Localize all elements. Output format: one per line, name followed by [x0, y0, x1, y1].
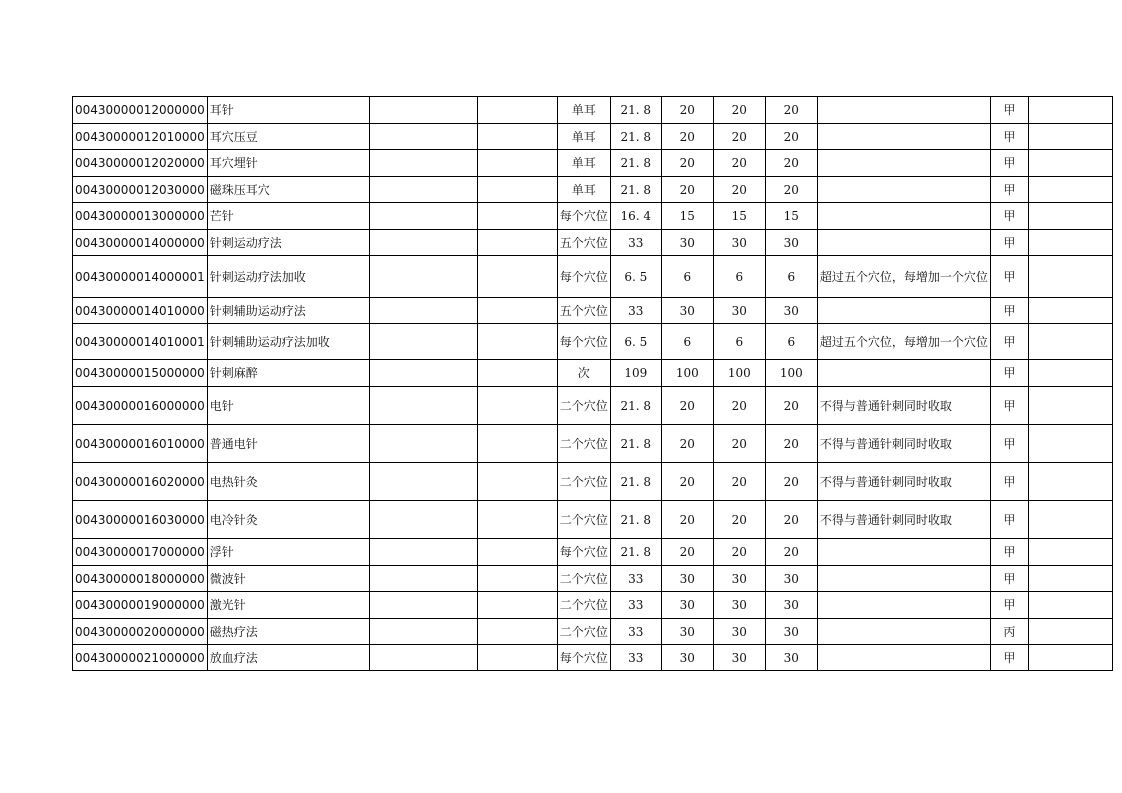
price-3: 30	[713, 298, 765, 324]
item-note	[817, 592, 990, 619]
table-row	[73, 645, 1113, 671]
empty-cell	[477, 501, 557, 539]
empty-cell	[369, 539, 477, 566]
item-note	[817, 360, 990, 387]
price-table	[72, 96, 1113, 671]
empty-cell	[369, 463, 477, 501]
empty-cell	[477, 566, 557, 592]
item-category: 甲	[990, 97, 1028, 124]
item-name: 磁珠压耳穴	[207, 177, 369, 203]
empty-cell	[1028, 387, 1112, 425]
price-4: 20	[765, 97, 817, 124]
price-4: 20	[765, 387, 817, 425]
price-3: 6	[713, 256, 765, 298]
item-code: 00430000014000000	[73, 230, 208, 256]
price-3: 20	[713, 387, 765, 425]
item-unit: 每个穴位	[557, 256, 610, 298]
empty-cell	[369, 501, 477, 539]
item-unit: 单耳	[557, 177, 610, 203]
price-1: 33	[610, 645, 661, 671]
price-2: 20	[661, 539, 713, 566]
empty-cell	[477, 298, 557, 324]
table-row	[73, 230, 1113, 256]
item-name: 针刺辅助运动疗法	[207, 298, 369, 324]
price-3: 20	[713, 177, 765, 203]
item-name: 磁热疗法	[207, 619, 369, 645]
empty-cell	[477, 203, 557, 230]
item-category: 甲	[990, 463, 1028, 501]
price-1: 109	[610, 360, 661, 387]
item-note	[817, 619, 990, 645]
empty-cell	[1028, 501, 1112, 539]
item-name: 电热针灸	[207, 463, 369, 501]
price-4: 20	[765, 425, 817, 463]
price-1: 6. 5	[610, 256, 661, 298]
price-2: 30	[661, 566, 713, 592]
empty-cell	[369, 619, 477, 645]
table-row	[73, 177, 1113, 203]
empty-cell	[1028, 324, 1112, 360]
empty-cell	[369, 203, 477, 230]
item-note: 超过五个穴位，每增加一个穴位	[817, 256, 990, 298]
item-category: 甲	[990, 592, 1028, 619]
item-note	[817, 298, 990, 324]
empty-cell	[1028, 592, 1112, 619]
price-4: 20	[765, 539, 817, 566]
price-2: 20	[661, 124, 713, 150]
table-row	[73, 592, 1113, 619]
empty-cell	[369, 387, 477, 425]
item-name: 耳针	[207, 97, 369, 124]
table-row	[73, 360, 1113, 387]
price-2: 20	[661, 97, 713, 124]
item-note	[817, 203, 990, 230]
table-body	[73, 97, 1113, 671]
item-note	[817, 230, 990, 256]
empty-cell	[369, 592, 477, 619]
item-note	[817, 645, 990, 671]
price-2: 30	[661, 298, 713, 324]
item-name: 针刺运动疗法	[207, 230, 369, 256]
item-code: 00430000020000000	[73, 619, 208, 645]
table-row	[73, 298, 1113, 324]
price-4: 30	[765, 619, 817, 645]
price-1: 21. 8	[610, 425, 661, 463]
price-4: 20	[765, 124, 817, 150]
price-2: 100	[661, 360, 713, 387]
item-note: 不得与普通针刺同时收取	[817, 501, 990, 539]
price-1: 16. 4	[610, 203, 661, 230]
item-unit: 次	[557, 360, 610, 387]
item-unit: 二个穴位	[557, 463, 610, 501]
item-category: 甲	[990, 425, 1028, 463]
empty-cell	[1028, 463, 1112, 501]
price-3: 20	[713, 97, 765, 124]
price-4: 6	[765, 256, 817, 298]
item-note: 不得与普通针刺同时收取	[817, 463, 990, 501]
item-unit: 每个穴位	[557, 539, 610, 566]
item-name: 微波针	[207, 566, 369, 592]
item-name: 放血疗法	[207, 645, 369, 671]
item-unit: 单耳	[557, 124, 610, 150]
price-1: 21. 8	[610, 177, 661, 203]
empty-cell	[477, 539, 557, 566]
item-category: 甲	[990, 150, 1028, 177]
empty-cell	[1028, 360, 1112, 387]
empty-cell	[369, 124, 477, 150]
item-category: 甲	[990, 539, 1028, 566]
empty-cell	[477, 592, 557, 619]
item-name: 激光针	[207, 592, 369, 619]
item-code: 00430000021000000	[73, 645, 208, 671]
item-name: 针刺辅助运动疗法加收	[207, 324, 369, 360]
price-4: 20	[765, 177, 817, 203]
item-code: 00430000012030000	[73, 177, 208, 203]
item-note	[817, 539, 990, 566]
item-category: 甲	[990, 501, 1028, 539]
price-4: 30	[765, 645, 817, 671]
empty-cell	[477, 324, 557, 360]
item-name: 耳穴埋针	[207, 150, 369, 177]
item-name: 电针	[207, 387, 369, 425]
item-note	[817, 177, 990, 203]
empty-cell	[1028, 425, 1112, 463]
item-category: 甲	[990, 177, 1028, 203]
item-unit: 二个穴位	[557, 592, 610, 619]
price-1: 33	[610, 230, 661, 256]
item-unit: 二个穴位	[557, 425, 610, 463]
empty-cell	[477, 360, 557, 387]
item-name: 芒针	[207, 203, 369, 230]
empty-cell	[1028, 645, 1112, 671]
item-category: 甲	[990, 566, 1028, 592]
price-3: 30	[713, 592, 765, 619]
table-row	[73, 539, 1113, 566]
price-1: 33	[610, 619, 661, 645]
price-3: 30	[713, 619, 765, 645]
table-row	[73, 150, 1113, 177]
table-row	[73, 566, 1113, 592]
price-1: 21. 8	[610, 124, 661, 150]
item-category: 甲	[990, 324, 1028, 360]
empty-cell	[369, 97, 477, 124]
price-3: 20	[713, 539, 765, 566]
table-row	[73, 387, 1113, 425]
item-unit: 每个穴位	[557, 324, 610, 360]
price-2: 20	[661, 387, 713, 425]
item-unit: 二个穴位	[557, 619, 610, 645]
table-row	[73, 463, 1113, 501]
item-unit: 二个穴位	[557, 387, 610, 425]
item-code: 00430000013000000	[73, 203, 208, 230]
item-note: 不得与普通针刺同时收取	[817, 387, 990, 425]
item-note: 超过五个穴位，每增加一个穴位	[817, 324, 990, 360]
item-unit: 二个穴位	[557, 501, 610, 539]
item-code: 00430000014000001	[73, 256, 208, 298]
price-2: 20	[661, 425, 713, 463]
item-code: 00430000012010000	[73, 124, 208, 150]
price-3: 20	[713, 463, 765, 501]
item-code: 00430000012020000	[73, 150, 208, 177]
empty-cell	[369, 425, 477, 463]
empty-cell	[1028, 177, 1112, 203]
price-1: 33	[610, 592, 661, 619]
empty-cell	[369, 150, 477, 177]
price-3: 30	[713, 566, 765, 592]
price-1: 21. 8	[610, 501, 661, 539]
price-2: 30	[661, 592, 713, 619]
item-code: 00430000015000000	[73, 360, 208, 387]
item-unit: 二个穴位	[557, 566, 610, 592]
price-3: 20	[713, 124, 765, 150]
item-code: 00430000016030000	[73, 501, 208, 539]
price-2: 15	[661, 203, 713, 230]
empty-cell	[369, 645, 477, 671]
item-code: 00430000014010001	[73, 324, 208, 360]
price-4: 20	[765, 150, 817, 177]
empty-cell	[477, 645, 557, 671]
item-name: 普通电针	[207, 425, 369, 463]
table-row	[73, 97, 1113, 124]
item-code: 00430000016000000	[73, 387, 208, 425]
empty-cell	[477, 124, 557, 150]
price-2: 20	[661, 501, 713, 539]
price-2: 20	[661, 463, 713, 501]
empty-cell	[1028, 298, 1112, 324]
empty-cell	[1028, 124, 1112, 150]
empty-cell	[369, 256, 477, 298]
price-1: 33	[610, 566, 661, 592]
empty-cell	[369, 298, 477, 324]
price-4: 30	[765, 230, 817, 256]
item-code: 00430000012000000	[73, 97, 208, 124]
item-note	[817, 124, 990, 150]
table-row	[73, 256, 1113, 298]
empty-cell	[477, 97, 557, 124]
empty-cell	[477, 463, 557, 501]
item-category: 丙	[990, 619, 1028, 645]
empty-cell	[477, 230, 557, 256]
empty-cell	[477, 150, 557, 177]
item-code: 00430000017000000	[73, 539, 208, 566]
item-name: 针刺麻醉	[207, 360, 369, 387]
price-3: 20	[713, 425, 765, 463]
item-category: 甲	[990, 203, 1028, 230]
empty-cell	[477, 177, 557, 203]
item-category: 甲	[990, 256, 1028, 298]
table-row	[73, 203, 1113, 230]
item-name: 浮针	[207, 539, 369, 566]
price-3: 100	[713, 360, 765, 387]
item-code: 00430000016020000	[73, 463, 208, 501]
item-unit: 每个穴位	[557, 203, 610, 230]
price-3: 30	[713, 230, 765, 256]
empty-cell	[477, 256, 557, 298]
item-unit: 每个穴位	[557, 645, 610, 671]
item-category: 甲	[990, 298, 1028, 324]
price-2: 6	[661, 256, 713, 298]
item-code: 00430000018000000	[73, 566, 208, 592]
empty-cell	[477, 619, 557, 645]
empty-cell	[1028, 230, 1112, 256]
table-row	[73, 501, 1113, 539]
item-note	[817, 150, 990, 177]
empty-cell	[1028, 203, 1112, 230]
item-unit: 五个穴位	[557, 230, 610, 256]
item-code: 00430000016010000	[73, 425, 208, 463]
price-4: 30	[765, 566, 817, 592]
item-note	[817, 97, 990, 124]
price-2: 30	[661, 230, 713, 256]
price-1: 21. 8	[610, 150, 661, 177]
item-category: 甲	[990, 124, 1028, 150]
item-category: 甲	[990, 360, 1028, 387]
price-2: 6	[661, 324, 713, 360]
price-1: 21. 8	[610, 97, 661, 124]
price-3: 20	[713, 150, 765, 177]
price-3: 20	[713, 501, 765, 539]
price-4: 15	[765, 203, 817, 230]
item-category: 甲	[990, 387, 1028, 425]
price-2: 20	[661, 150, 713, 177]
price-4: 6	[765, 324, 817, 360]
empty-cell	[1028, 619, 1112, 645]
item-note	[817, 566, 990, 592]
price-1: 6. 5	[610, 324, 661, 360]
empty-cell	[1028, 97, 1112, 124]
item-code: 00430000019000000	[73, 592, 208, 619]
item-name: 电冷针灸	[207, 501, 369, 539]
item-name: 针刺运动疗法加收	[207, 256, 369, 298]
price-1: 21. 8	[610, 463, 661, 501]
item-note: 不得与普通针刺同时收取	[817, 425, 990, 463]
price-4: 30	[765, 592, 817, 619]
item-unit: 单耳	[557, 150, 610, 177]
empty-cell	[1028, 566, 1112, 592]
empty-cell	[369, 566, 477, 592]
price-2: 20	[661, 177, 713, 203]
empty-cell	[1028, 256, 1112, 298]
empty-cell	[369, 177, 477, 203]
table-row	[73, 619, 1113, 645]
empty-cell	[369, 360, 477, 387]
price-3: 30	[713, 645, 765, 671]
item-unit: 五个穴位	[557, 298, 610, 324]
empty-cell	[1028, 539, 1112, 566]
price-4: 100	[765, 360, 817, 387]
table-row	[73, 425, 1113, 463]
price-4: 20	[765, 501, 817, 539]
price-4: 20	[765, 463, 817, 501]
table-row	[73, 124, 1113, 150]
item-name: 耳穴压豆	[207, 124, 369, 150]
empty-cell	[369, 230, 477, 256]
price-3: 6	[713, 324, 765, 360]
price-1: 21. 8	[610, 387, 661, 425]
empty-cell	[1028, 150, 1112, 177]
item-category: 甲	[990, 645, 1028, 671]
price-1: 21. 8	[610, 539, 661, 566]
price-1: 33	[610, 298, 661, 324]
empty-cell	[477, 425, 557, 463]
empty-cell	[477, 387, 557, 425]
price-3: 15	[713, 203, 765, 230]
price-2: 30	[661, 645, 713, 671]
empty-cell	[369, 324, 477, 360]
price-4: 30	[765, 298, 817, 324]
price-2: 30	[661, 619, 713, 645]
item-code: 00430000014010000	[73, 298, 208, 324]
item-category: 甲	[990, 230, 1028, 256]
item-unit: 单耳	[557, 97, 610, 124]
table-row	[73, 324, 1113, 360]
